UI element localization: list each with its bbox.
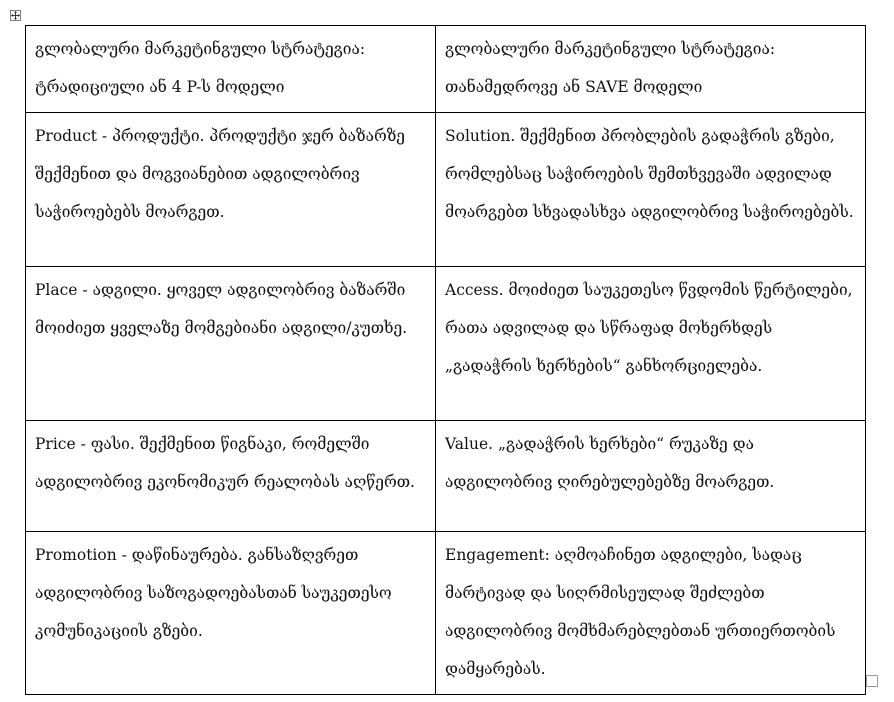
table-cell[interactable]: Product - პროდუქტი. პროდუქტი ჯერ ბაზარზე შექმენით და მოგვიანებით ადგილობრივ საჭიროებებს მოარგეთ. bbox=[26, 113, 436, 267]
table-row bbox=[26, 113, 866, 267]
table-cell[interactable]: Place - ადგილი. ყოველ ადგილობრივ ბაზარში მოიძიეთ ყველაზე მომგებიანი ადგილი/კუთხე. bbox=[26, 267, 436, 421]
table-cell[interactable]: Engagement: აღმოაჩინეთ ადგილები, სადაც მარტივად და სიღრმისეულად შეძლებთ ადგილობრივ მომხმარებლებთან ურთიერთობის დამყარებას. bbox=[436, 532, 866, 695]
table-cell[interactable]: Promotion - დაწინაურება. განსაზღვრეთ ადგილობრივ საზოგადოებასთან საუკეთესო კომუნიკაციის გზები. bbox=[26, 532, 436, 695]
table-row bbox=[26, 267, 866, 421]
comparison-table bbox=[25, 25, 866, 695]
table-cell[interactable]: Access. მოიძიეთ საუკეთესო წვდომის წერტილები, რათა ადვილად და სწრაფად მოხერხდეს „გადაჭრის ხერხების“ განხორციელება. bbox=[436, 267, 866, 421]
table-cell[interactable]: Value. „გადაჭრის ხერხები“ რუკაზე და ადგილობრივ ღირებულებებზე მოარგეთ. bbox=[436, 421, 866, 532]
table-cell[interactable]: Solution. შექმენით პრობლების გადაჭრის გზები, რომლებსაც საჭიროების შემთხვევაში ადვილად მოარგებთ სხვადასხვა ადგილობრივ საჭიროებებს. bbox=[436, 113, 866, 267]
table-row bbox=[26, 421, 866, 532]
table-resize-handle[interactable] bbox=[866, 675, 878, 687]
table-cell[interactable]: Price - ფასი. შექმენით წიგნაკი, რომელში ადგილობრივ ეკონომიკურ რეალობას აღწერთ. bbox=[26, 421, 436, 532]
table-row bbox=[26, 532, 866, 695]
header-cell-traditional[interactable]: გლობალური მარკეტინგული სტრატეგია: ტრადიციული ან 4 P-ს მოდელი bbox=[26, 26, 436, 113]
header-cell-modern[interactable]: გლობალური მარკეტინგული სტრატეგია: თანამედროვე ან SAVE მოდელი bbox=[436, 26, 866, 113]
table-move-handle[interactable] bbox=[10, 10, 21, 21]
move-arrows-icon bbox=[11, 11, 20, 20]
table-header-row bbox=[26, 26, 866, 113]
